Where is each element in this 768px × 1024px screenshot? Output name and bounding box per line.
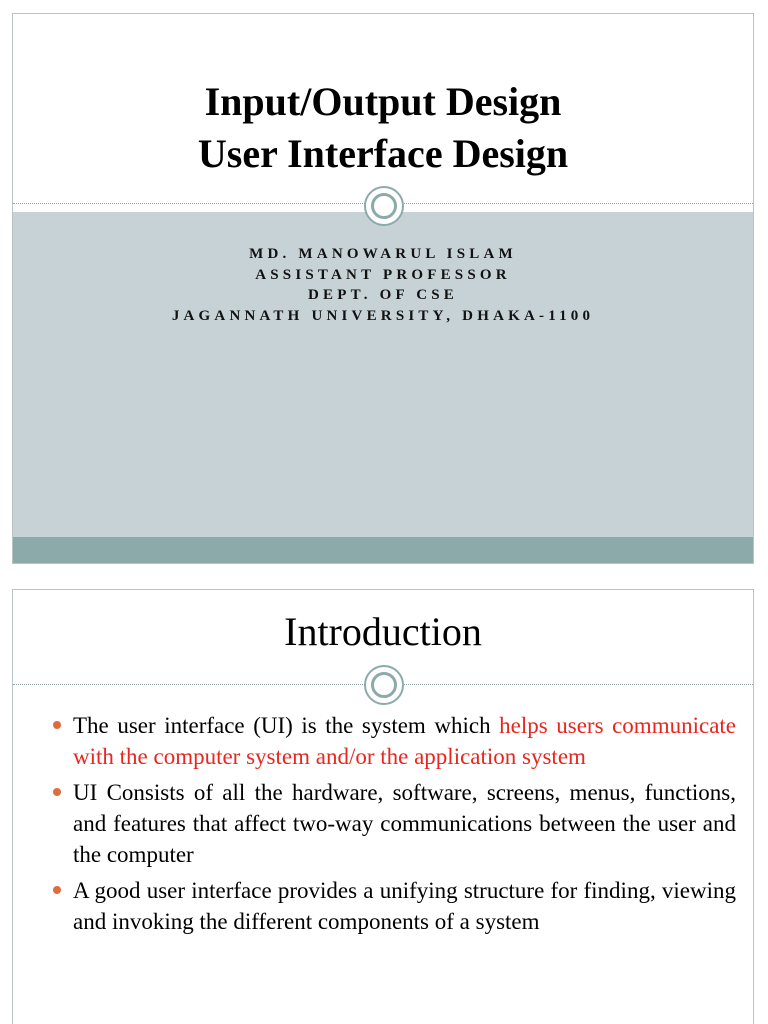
title-line-1: Input/Output Design bbox=[204, 79, 562, 124]
author-position: ASSISTANT PROFESSOR bbox=[255, 266, 511, 283]
bullet-dot-icon bbox=[53, 788, 61, 796]
bullet-text: The user interface (UI) is the system which bbox=[73, 713, 500, 738]
double-ring-circle-icon bbox=[364, 186, 404, 226]
bullet-list bbox=[53, 710, 736, 942]
author-block bbox=[13, 244, 753, 326]
slide-title: Introduction bbox=[284, 609, 482, 654]
author-institution: JAGANNATH UNIVERSITY, DHAKA-1100 bbox=[171, 307, 595, 324]
author-department: DEPT. OF CSE bbox=[308, 287, 458, 303]
introduction-slide bbox=[12, 589, 754, 1024]
slide-title bbox=[13, 76, 753, 180]
double-ring-circle-icon bbox=[364, 665, 404, 705]
list-item bbox=[53, 710, 736, 772]
title-slide bbox=[12, 13, 754, 564]
author-name: MD. MANOWARUL ISLAM bbox=[249, 246, 517, 262]
bullet-text: UI Consists of all the hardware, software, screens, menus, functions, and features that affect two-way communications between the user and the computer bbox=[73, 780, 736, 867]
bullet-dot-icon bbox=[53, 886, 61, 894]
footer-band bbox=[13, 537, 753, 564]
bullet-text: A good user interface provides a unifying structure for finding, viewing and invoking the different components of a system bbox=[73, 878, 736, 934]
bullet-dot-icon bbox=[53, 721, 61, 729]
title-line-2: User Interface Design bbox=[197, 131, 569, 176]
bullet-highlight: helps users communicate with the computer system and/or the application system bbox=[73, 713, 736, 769]
list-item bbox=[53, 777, 736, 870]
list-item bbox=[53, 875, 736, 937]
